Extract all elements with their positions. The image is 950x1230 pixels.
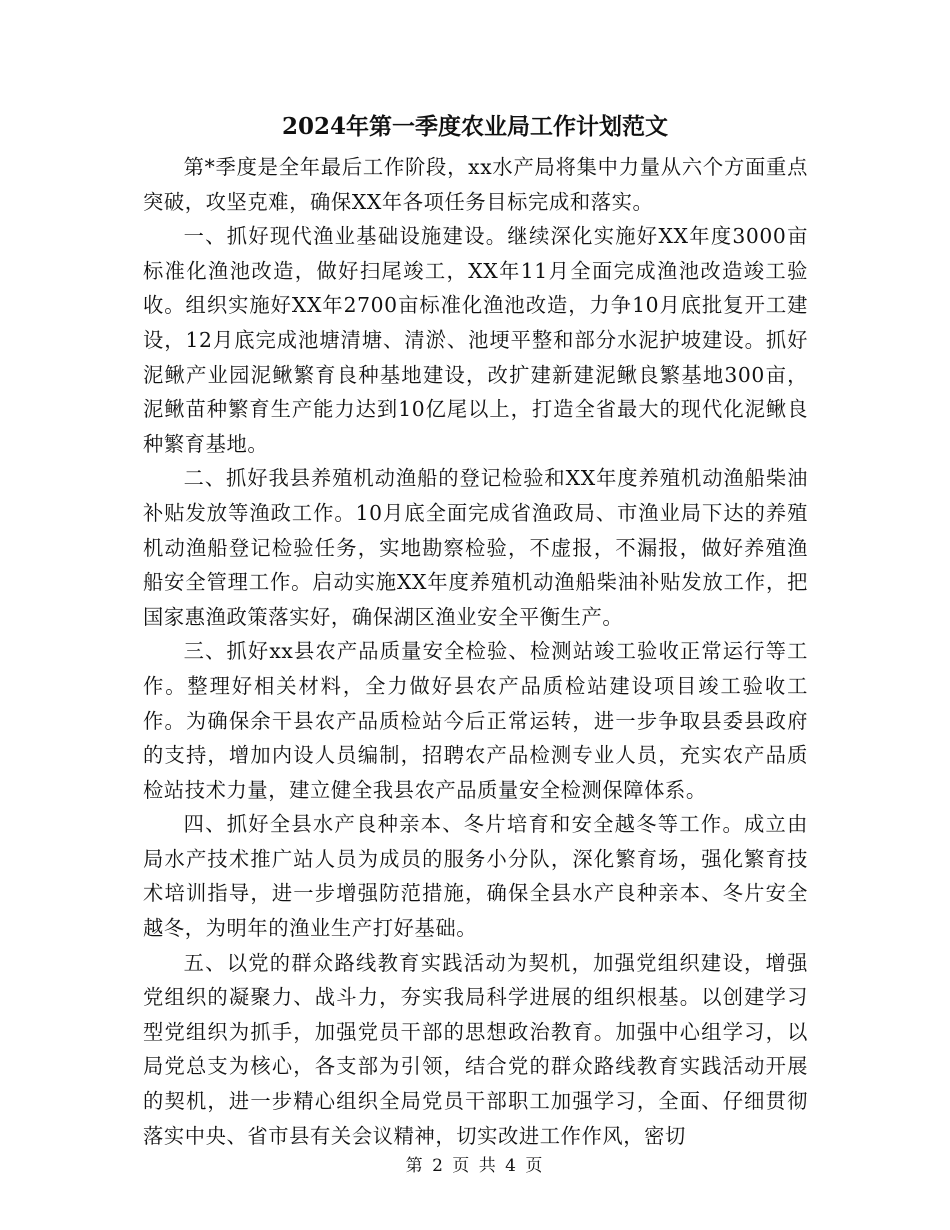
paragraph-section-3: 三、抓好xx县农产品质量安全检验、检测站竣工验收正常运行等工作。整理好相关材料，全力做好县农产品质检站建设项目竣工验收工作。为确保余干县农产品质检站今后正常运转，进一步争取县委县政府的支持，增加内设人员编制，招聘农产品检测专业人员，充实农产品质检站技术力量，建立健全我县农产品质量安全检测保障体系。 [143,639,808,802]
paragraph-section-5: 五、以党的群众路线教育实践活动为契机，加强党组织建设，增强党组织的凝聚力、战斗力，夯实我局科学进展的组织根基。以创建学习型党组织为抓手，加强党员干部的思想政治教育。加强中心组学习，以局党总支为核心，各支部为引领，结合党的群众路线教育实践活动开展的契机，进一步精心组织全局党员干部职工加强学习，全面、仔细贯彻落实中央、省市县有关会议精神，切实改进工作作风，密切 [143,950,808,1148]
paragraph-section-1: 一、抓好现代渔业基础设施建设。继续深化实施好XX年度3000亩标准化渔池改造，做好扫尾竣工，XX年11月全面完成渔池改造竣工验收。组织实施好XX年2700亩标准化渔池改造，力争10月底批复开工建设，12月底完成池塘清塘、清淤、池埂平整和部分水泥护坡建设。抓好泥鳅产业园泥鳅繁育良种基地建设，改扩建新建泥鳅良繁基地300亩，泥鳅苗种繁育生产能力达到10亿尾以上，打造全省最大的现代化泥鳅良种繁育基地。 [143,224,808,456]
paragraph-section-2: 二、抓好我县养殖机动渔船的登记检验和XX年度养殖机动渔船柴油补贴发放等渔政工作。10月底全面完成省渔政局、市渔业局下达的养殖机动渔船登记检验任务，实地勘察检验，不虚报，不漏报，做好养殖渔船安全管理工作。启动实施XX年度养殖机动渔船柴油补贴发放工作，把国家惠渔政策落实好，确保湖区渔业安全平衡生产。 [143,466,808,629]
page-number-footer: 第 2 页 共 4 页 [405,1156,545,1176]
paragraph-intro: 第*季度是全年最后工作阶段，xx水产局将集中力量从六个方面重点突破，攻坚克难，确保XX年各项任务目标完成和落实。 [143,155,808,214]
paragraph-section-4: 四、抓好全县水产良种亲本、冬片培育和安全越冬等工作。成立由局水产技术推广站人员为成员的服务小分队，深化繁育场，强化繁育技术培训指导，进一步增强防范措施，确保全县水产良种亲本、冬片安全越冬，为明年的渔业生产打好基础。 [143,812,808,941]
document-body [143,150,808,1153]
document-title: 2024年第一季度农业局工作计划范文 [281,113,668,140]
